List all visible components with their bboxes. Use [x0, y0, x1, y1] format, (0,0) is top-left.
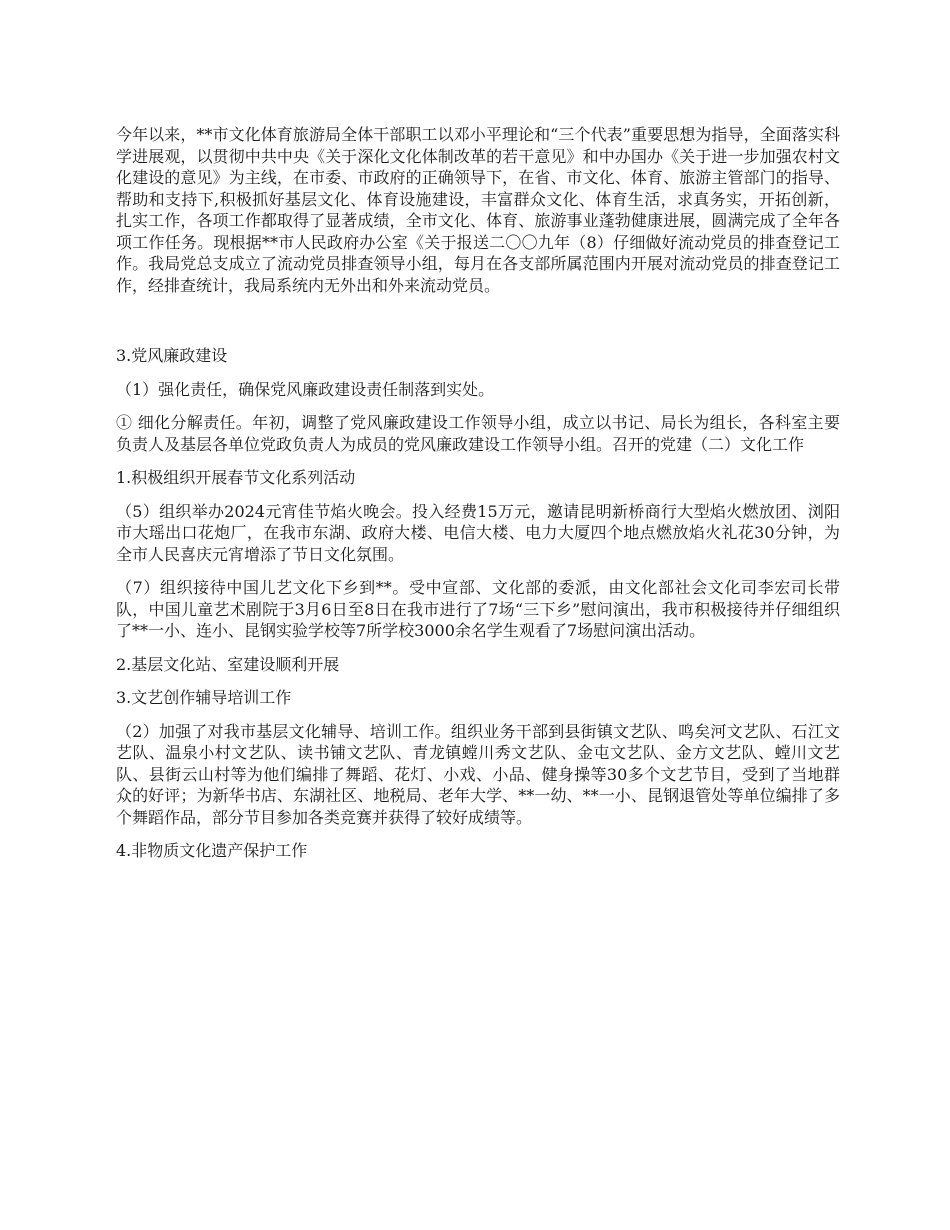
intro-paragraph: 今年以来，**市文化体育旅游局全体干部职工以邓小平理论和“三个代表”重要思想为指导，全面落实科学进展观，以贯彻中共中央《关于深化文化体制改革的若干意见》和中办国办《关于进一步加强农村文化建设的意见》为主线，在市委、市政府的正确领导下，在省、市文化、体育、旅游主管部门的指导、帮助和支持下,积极抓好基层文化、体育设施建设，丰富群众文化、体育生活，求真务实，开拓创新，扎实工作，各项工作都取得了显著成绩，全市文化、体育、旅游事业蓬勃健康进展，圆满完成了全年各项工作任务。现根据**市人民政府办公室《关于报送二〇〇九年（8）仔细做好流动党员的排查登记工作。我局党总支成立了流动党员排查领导小组，每月在各支部所属范围内开展对流动党员的排查登记工作，经排查统计，我局系统内无外出和外来流动党员。 — [116, 125, 840, 295]
section-heading-heritage: 4.非物质文化遗产保护工作 — [116, 841, 308, 860]
training-paragraph: （2）加强了对我市基层文化辅导、培训工作。组织业务干部到县街镇文艺队、鸣矣河文艺队、石江文艺队、温泉小村文艺队、读书铺文艺队、青龙镇螳川秀文艺队、金屯文艺队、金方文艺队、螳川文艺队、县街云山村等为他们编排了舞蹈、花灯、小戏、小品、健身操等30多个文艺节目，受到了当地群众的好评；为新华书店、东湖社区、地税局、老年大学、**一幼、**一小、昆钢退管处等单位编排了多个舞蹈作品，部分节目参加各类竞赛并获得了较好成绩等。 — [116, 721, 840, 827]
document-body — [116, 124, 840, 862]
section-heading-spring-festival: 1.积极组织开展春节文化系列活动 — [116, 468, 356, 487]
responsibility-paragraph: ① 细化分解责任。年初，调整了党风廉政建设工作领导小组，成立以书记、局长为组长，各科室主要负责人及基层各单位党政负责人为成员的党风廉政建设工作领导小组。召开的党建（二）文化工作 — [116, 413, 840, 454]
childrens-art-paragraph: （7）组织接待中国儿艺文化下乡到**。受中宣部、文化部的委派，由文化部社会文化司李宏司长带队，中国儿童艺术剧院于3月6日至8日在我市进行了7场“三下乡”慰问演出，我市积极接待并仔细组织了**一小、连小、昆钢实验学校等7所学校3000余名学生观看了7场慰问演出活动。 — [116, 578, 840, 640]
subsection-paragraph: （1）强化责任，确保党风廉政建设责任制落到实处。 — [116, 379, 495, 399]
section-heading-party-conduct: 3.党风廉政建设 — [116, 346, 228, 365]
section-heading-arts-training: 3.文艺创作辅导培训工作 — [116, 688, 292, 707]
fireworks-paragraph: （5）组织举办2024元宵佳节焰火晚会。投入经费15万元，邀请昆明新桥商行大型焰火燃放团、浏阳市大瑶出口花炮厂，在我市东湖、政府大楼、电信大楼、电力大厦四个地点燃放焰火礼花30分钟，为全市人民喜庆元宵增添了节日文化氛围。 — [116, 501, 840, 564]
section-heading-culture-stations: 2.基层文化站、室建设顺利开展 — [116, 654, 340, 674]
